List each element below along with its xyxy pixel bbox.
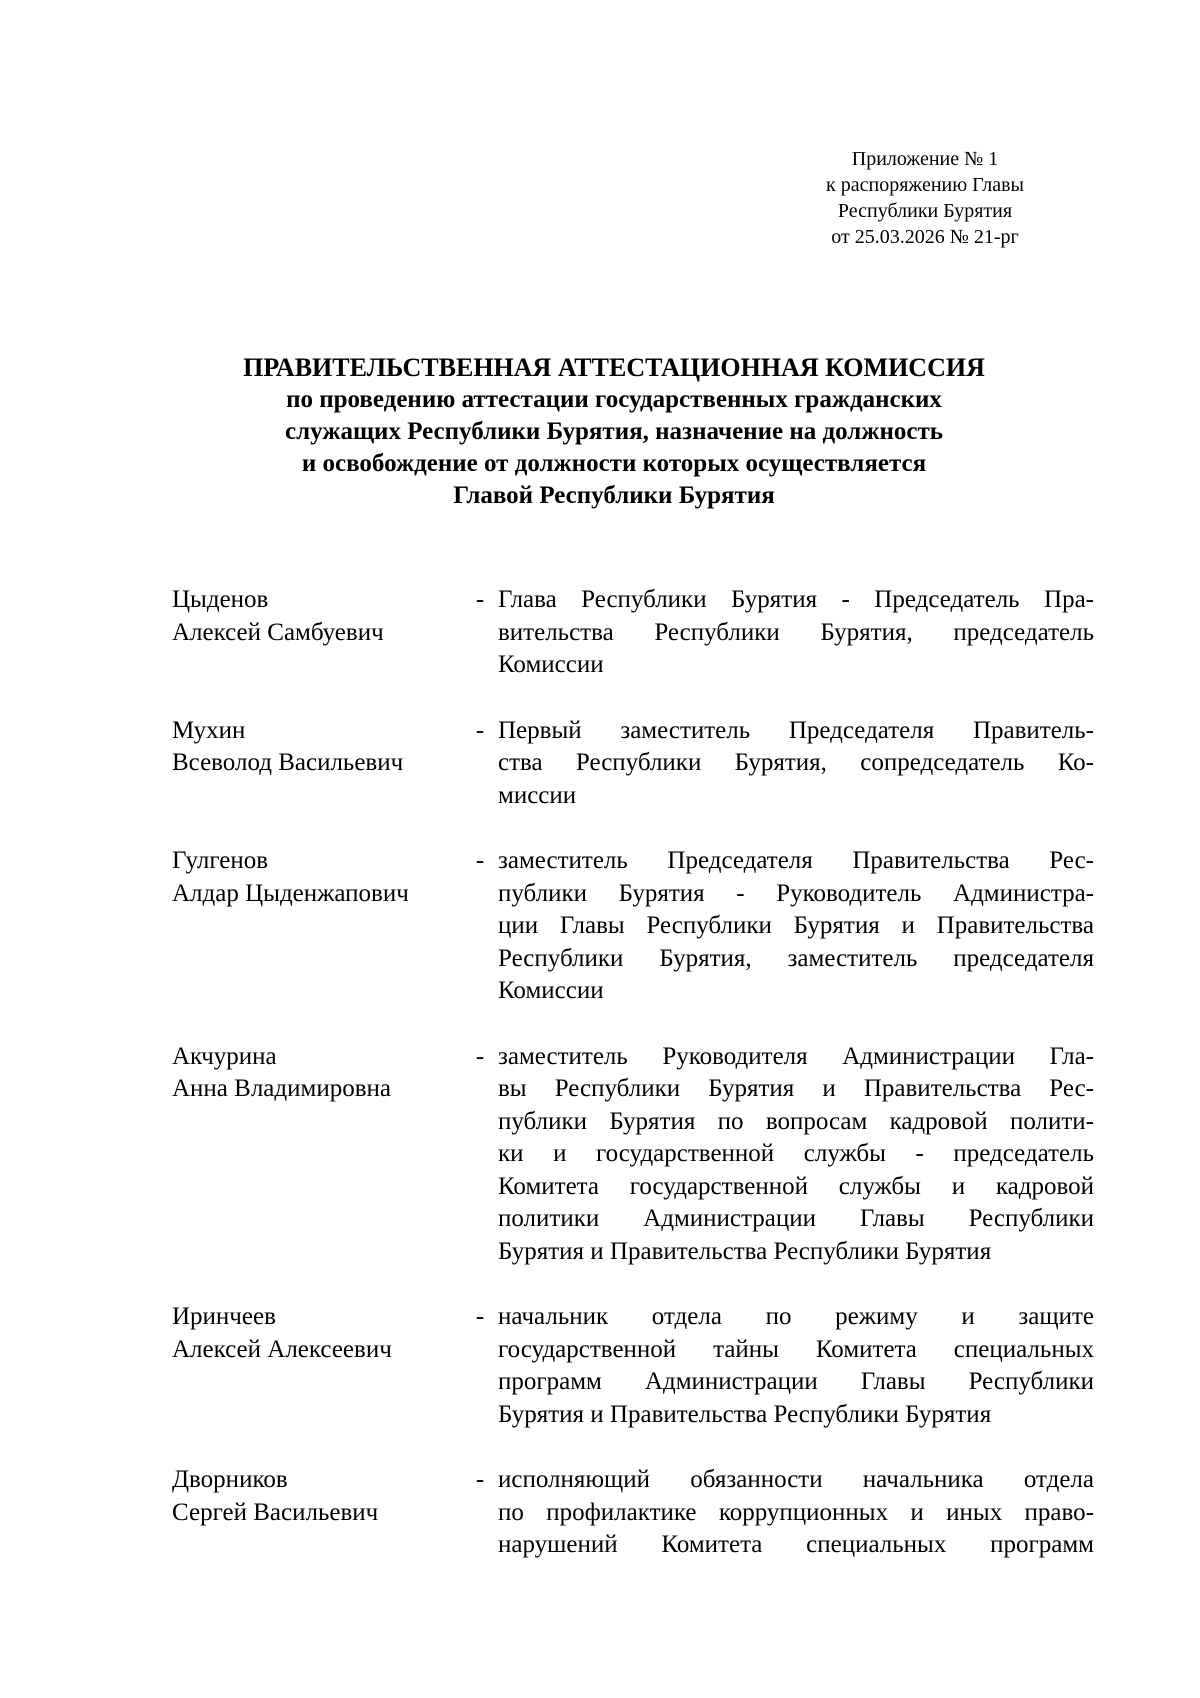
title-sub-line: и освобождение от должности которых осуществляется xyxy=(301,450,927,477)
member-name xyxy=(172,584,462,682)
member-position-line: Комитета государственной службы и кадровой xyxy=(498,1172,1094,1200)
member-position-line: публики Бурятия по вопросам кадровой полити- xyxy=(498,1107,1094,1135)
member-position xyxy=(498,715,1094,813)
member-row xyxy=(172,1301,1094,1431)
member-surname: Гулгенов xyxy=(172,847,269,874)
member-position-line: публики Бурятия - Руководитель Администра- xyxy=(498,879,1094,907)
member-position xyxy=(498,1301,1094,1431)
member-position-line: Республики Бурятия, заместитель председателя xyxy=(498,944,1094,972)
member-position-line: государственной тайны Комитета специальных xyxy=(498,1335,1094,1363)
member-given-names: Анна Владимировна xyxy=(172,1075,391,1102)
member-dash: - xyxy=(475,1042,485,1070)
member-position-line: политики Администрации Главы Республики xyxy=(498,1205,1094,1232)
member-name xyxy=(172,1301,462,1431)
member-row xyxy=(172,845,1094,1008)
member-given-names: Всеволод Васильевич xyxy=(172,749,404,776)
member-position xyxy=(498,1041,1094,1269)
member-position-line: вы Республики Бурятия и Правительства Рес- xyxy=(498,1075,1094,1102)
member-dash: - xyxy=(475,1466,485,1493)
member-position-line: вительства Республики Бурятия, председатель xyxy=(498,618,1094,646)
member-surname: Иринчеев xyxy=(172,1303,276,1330)
member-position-line: заместитель Председателя Правительства Рес- xyxy=(498,847,1094,874)
member-position-line: Комиссии xyxy=(498,977,604,1004)
member-name xyxy=(172,1464,462,1562)
member-position-line: Бурятия и Правительства Республики Бурятия xyxy=(498,1237,992,1265)
member-surname: Цыденов xyxy=(172,586,269,613)
appendix-line: Приложение № 1 xyxy=(851,148,999,170)
title-sub-line: Главой Республики Бурятия xyxy=(453,482,775,509)
member-dash: - xyxy=(475,586,485,613)
member-list xyxy=(172,584,1094,1595)
member-position-line: Комиссии xyxy=(498,651,604,678)
member-position-line: ции Главы Республики Бурятия и Правительства xyxy=(498,912,1094,939)
member-given-names: Сергей Васильевич xyxy=(172,1498,379,1526)
member-row xyxy=(172,1041,1094,1269)
member-position-line: ства Республики Бурятия, сопредседатель Ко- xyxy=(498,749,1094,776)
appendix-line: к распоряжению Главы xyxy=(826,174,1024,196)
member-position-line: Бурятия и Правительства Республики Бурятия xyxy=(498,1400,992,1428)
member-position-line: исполняющий обязанности начальника отдела xyxy=(498,1466,1094,1493)
member-position xyxy=(498,584,1094,682)
appendix-block xyxy=(790,146,1060,250)
title-sub-line: по проведению аттестации государственных гражданских xyxy=(286,386,942,413)
member-position-line: миссии xyxy=(498,781,577,809)
member-name xyxy=(172,1041,462,1269)
member-position-line: нарушений Комитета специальных программ xyxy=(498,1531,1094,1558)
member-position-line: Первый заместитель Председателя Правитель- xyxy=(498,716,1094,744)
member-position-line: по профилактике коррупционных и иных право- xyxy=(498,1498,1094,1526)
member-surname: Акчурина xyxy=(172,1042,277,1070)
member-name xyxy=(172,845,462,1008)
member-given-names: Алдар Цыденжапович xyxy=(172,879,409,907)
member-position xyxy=(498,1464,1094,1562)
member-position-line: заместитель Руководителя Администрации Гла- xyxy=(498,1042,1094,1070)
member-position xyxy=(498,845,1094,1008)
member-dash: - xyxy=(475,1303,485,1330)
member-surname: Мухин xyxy=(172,716,246,744)
member-row xyxy=(172,584,1094,682)
member-row xyxy=(172,1464,1094,1562)
document-title xyxy=(140,352,1088,512)
member-position-line: ки и государственной службы - председатель xyxy=(498,1140,1094,1167)
title-main: ПРАВИТЕЛЬСТВЕННАЯ АТТЕСТАЦИОННАЯ КОМИССИЯ xyxy=(243,353,985,382)
member-given-names: Алексей Самбуевич xyxy=(172,618,384,646)
member-dash: - xyxy=(475,716,485,744)
member-position-line: начальник отдела по режиму и защите xyxy=(498,1303,1094,1330)
member-given-names: Алексей Алексеевич xyxy=(172,1335,392,1363)
member-name xyxy=(172,715,462,813)
member-dash: - xyxy=(475,847,485,874)
appendix-line: от 25.03.2026 № 21-рг xyxy=(831,226,1019,248)
title-sub-line: служащих Республики Бурятия, назначение на должность xyxy=(285,418,943,445)
member-surname: Дворников xyxy=(172,1466,288,1493)
member-position-line: Глава Республики Бурятия - Председатель Пра- xyxy=(498,586,1094,613)
member-position-line: программ Администрации Главы Республики xyxy=(498,1368,1094,1395)
appendix-line: Республики Бурятия xyxy=(837,200,1013,222)
member-row xyxy=(172,715,1094,813)
